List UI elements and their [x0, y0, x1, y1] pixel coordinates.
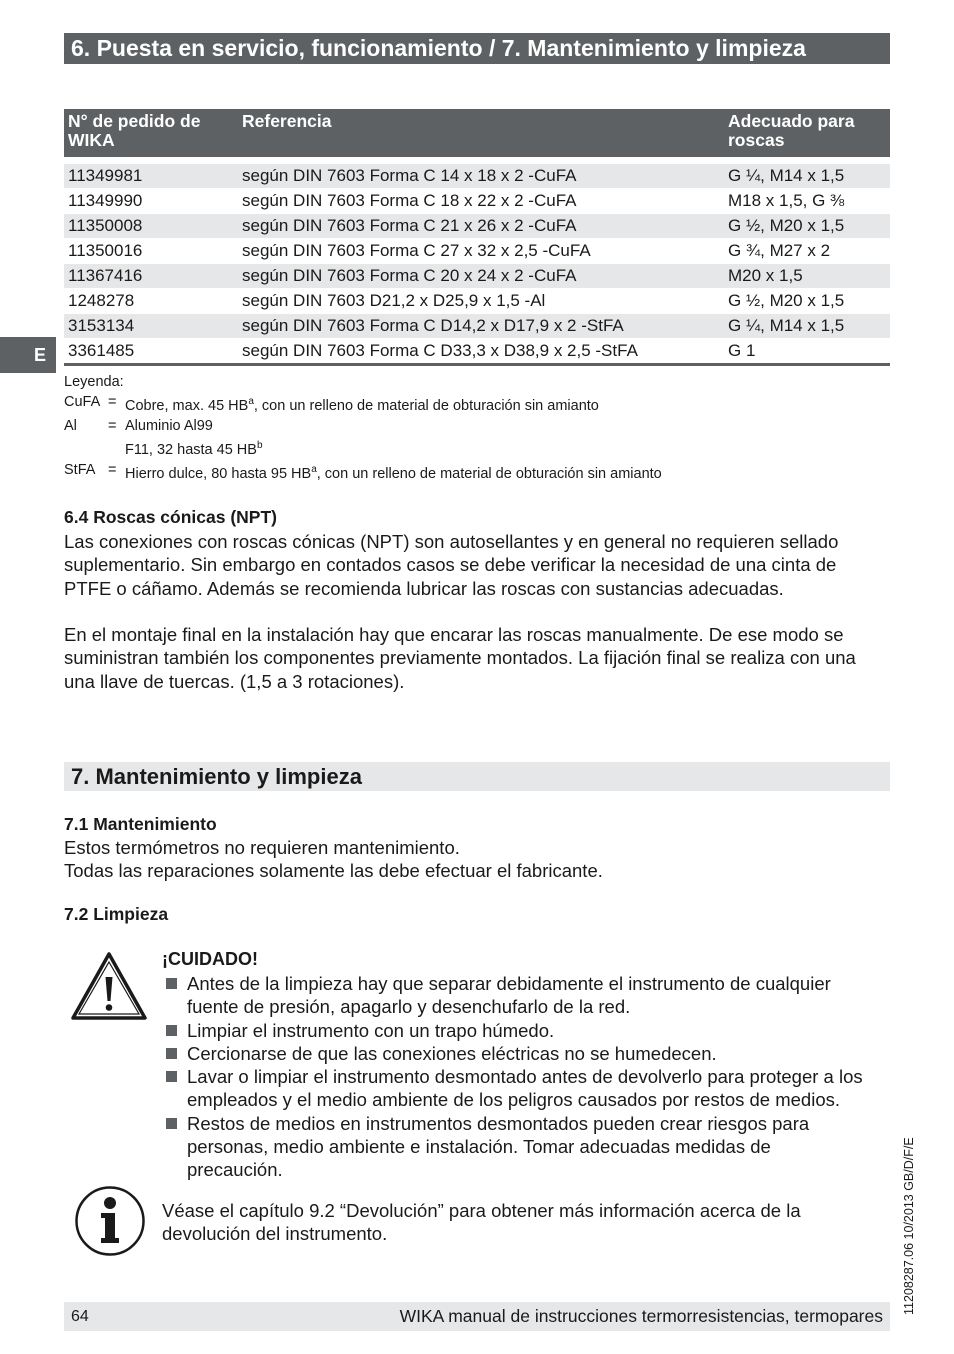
- list-item: Antes de la limpieza hay que separar debidamente el instrumento de cualquier fuente de presión, apagarlo y desenchufarlo de la red.: [162, 972, 882, 1019]
- table-row: [64, 164, 890, 189]
- legend-al: [64, 416, 662, 436]
- caution-list: [162, 972, 882, 1182]
- threads-cell: G ¾, M27 x 2: [724, 239, 890, 264]
- threads-cell: M20 x 1,5: [724, 264, 890, 289]
- legend-text: Aluminio Al99: [125, 417, 213, 434]
- table-row: [64, 214, 890, 239]
- footer-title: WIKA manual de instrucciones termorresistencias, termopares: [399, 1306, 883, 1326]
- reference-cell: según DIN 7603 Forma C 21 x 26 x 2 -CuFA: [238, 214, 724, 239]
- maintenance-heading: 7.1 Mantenimiento: [64, 814, 217, 834]
- table-row: [64, 289, 890, 314]
- list-item: Restos de medios en instrumentos desmontados pueden crear riesgos para personas, medio ambiente e instalación. Tomar adecuadas medidas de precaución.: [162, 1112, 882, 1182]
- order-no-cell: 11367416: [64, 264, 238, 289]
- legend-key: StFA: [64, 461, 96, 478]
- maintenance-text: Estos termómetros no requieren mantenimiento. Todas las reparaciones solamente las debe efectuar el fabricante.: [64, 837, 603, 882]
- order-no-cell: 11349990: [64, 189, 238, 214]
- order-no-cell: 11350016: [64, 239, 238, 264]
- bullet-square-icon: [166, 1071, 177, 1082]
- table-row: [64, 314, 890, 339]
- reference-cell: según DIN 7603 Forma C 20 x 24 x 2 -CuFA: [238, 264, 724, 289]
- legend-al-continued: [64, 436, 662, 460]
- legend-text: Cobre, max. 45 $HB^a$, con un relleno de material de obturación sin amianto: [125, 396, 599, 414]
- legend-cufa: [64, 392, 662, 416]
- table-row: [64, 189, 890, 214]
- threads-cell: G ½, M20 x 1,5: [724, 214, 890, 239]
- threads-cell: G ¼, M14 x 1,5: [724, 164, 890, 189]
- list-item: Lavar o limpiar el instrumento desmontado antes de devolverlo para proteger a los empleados y el medio ambiente de los peligros causados por restos de medios.: [162, 1065, 882, 1112]
- table-header-row: [64, 109, 890, 157]
- bullet-square-icon: [166, 1048, 177, 1059]
- col-header-reference: Referencia: [238, 109, 724, 157]
- legend-equals: =: [108, 461, 117, 478]
- info-icon: [74, 1185, 146, 1257]
- bullet-square-icon: [166, 978, 177, 989]
- cleaning-heading: 7.2 Limpieza: [64, 904, 169, 924]
- threads-cell: M18 x 1,5, G ⅜: [724, 189, 890, 214]
- col-header-order-no: N° de pedido de WIKA: [64, 109, 238, 157]
- col-header-threads: Adecuado para roscas: [724, 109, 890, 157]
- reference-cell: según DIN 7603 Forma C D33,3 x D38,9 x 2,5 -StFA: [238, 339, 724, 365]
- bullet-square-icon: [166, 1025, 177, 1036]
- page-number: 64: [71, 1308, 89, 1325]
- threads-cell: G ¼, M14 x 1,5: [724, 314, 890, 339]
- order-no-cell: 11349981: [64, 164, 238, 189]
- document-code: 11208287.06 10/2013 GB/D/F/E: [902, 1137, 916, 1315]
- order-no-cell: 1248278: [64, 289, 238, 314]
- reference-cell: según DIN 7603 Forma C 18 x 22 x 2 -CuFA: [238, 189, 724, 214]
- reference-cell: según DIN 7603 D21,2 x D25,9 x 1,5 -Al: [238, 289, 724, 314]
- threads-cell: G 1: [724, 339, 890, 365]
- list-item: Limpiar el instrumento con un trapo húmedo.: [162, 1019, 882, 1042]
- bullet-square-icon: [166, 1118, 177, 1129]
- page-header: 6. Puesta en servicio, funcionamiento / 7. Mantenimiento y limpieza: [64, 33, 890, 64]
- legend-key: CuFA: [64, 394, 101, 410]
- npt-paragraph-2: En el montaje final en la instalación hay que encarar las roscas manualmente. De ese modo se suministran también los componentes previamente montados. La fijación final se realiza con una una llave de tuercas. (1,5 a 3 rotaciones).: [64, 624, 856, 692]
- table-row: [64, 239, 890, 264]
- reference-cell: según DIN 7603 Forma C 27 x 32 x 2,5 -CuFA: [238, 239, 724, 264]
- language-tab: E: [0, 337, 56, 373]
- legend-text: Hierro dulce, 80 hasta 95 $HB^a$, con un relleno de material de obturación sin amianto: [125, 463, 662, 482]
- order-no-cell: 3153134: [64, 314, 238, 339]
- order-no-cell: 3361485: [64, 339, 238, 365]
- list-item: Cercionarse de que las conexiones eléctricas no se humedecen.: [162, 1042, 882, 1065]
- legend-text: F11, 32 hasta 45 $HB^b$: [125, 439, 263, 458]
- npt-paragraph-1: Las conexiones con roscas cónicas (NPT) son autosellantes y en general no requieren sellado suplementario. Sin embargo en contados casos se debe verificar la necesidad de una cinta de PTFE o cáñamo. Además se recomienda lubricar las roscas con sustancias adecuadas.: [64, 531, 839, 599]
- warning-triangle-icon: [70, 951, 148, 1021]
- caution-title: ¡CUIDADO!: [162, 949, 258, 969]
- npt-heading: 6.4 Roscas cónicas (NPT): [64, 507, 277, 527]
- section-7-heading: 7. Mantenimiento y limpieza: [64, 762, 890, 791]
- reference-cell: según DIN 7603 Forma C D14,2 x D17,9 x 2 -StFA: [238, 314, 724, 339]
- threads-cell: G ½, M20 x 1,5: [724, 289, 890, 314]
- table-row: [64, 264, 890, 289]
- info-note: Véase el capítulo 9.2 “Devolución” para obtener más información acerca de la devolución del instrumento.: [162, 1200, 801, 1245]
- page-footer: [64, 1302, 890, 1331]
- legend-equals: =: [108, 394, 117, 410]
- legend: [64, 372, 662, 483]
- legend-key: Al: [64, 417, 77, 434]
- reference-cell: según DIN 7603 Forma C 14 x 18 x 2 -CuFA: [238, 164, 724, 189]
- legend-equals: =: [108, 417, 117, 434]
- legend-stfa: [64, 460, 662, 484]
- legend-title: Leyenda:: [64, 374, 124, 390]
- sealing-rings-table: [64, 109, 890, 366]
- table-row: [64, 339, 890, 365]
- order-no-cell: 11350008: [64, 214, 238, 239]
